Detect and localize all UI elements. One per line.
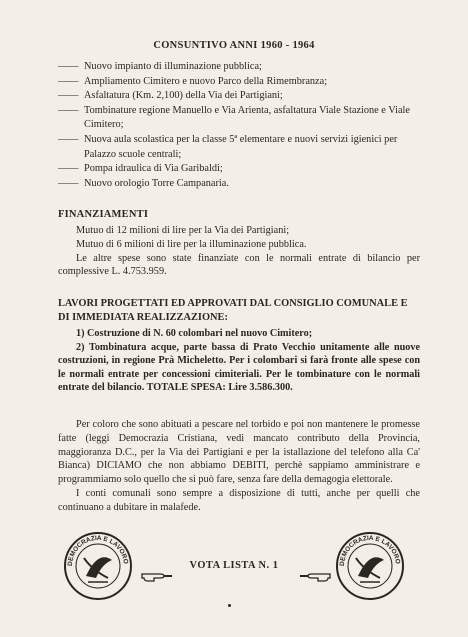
finanziamenti-line: Mutuo di 6 milioni di lire per la illuminazione pubblica. [76, 238, 307, 250]
seal-text: DEMOCRAZIA E LAVORO [338, 534, 401, 567]
page-dot [228, 604, 231, 607]
list-item-text: Nuovo impianto di illuminazione pubblica; [84, 61, 262, 72]
page-title: CONSUNTIVO ANNI 1960 - 1964 [153, 40, 315, 51]
list-item [58, 177, 418, 192]
finanziamenti-line: Le altre spese sono state finanziate con le normali entrate di bilancio per complessive L. 4.753.959. [58, 252, 420, 278]
progetti-section [58, 327, 420, 395]
list-dash: —— [58, 133, 79, 145]
list-item-text: Ampliamento Cimitero e nuovo Parco della Rimembranza; [84, 75, 328, 87]
list-item [58, 75, 418, 90]
vote-banner: VOTA LISTA N. 1 [189, 560, 279, 571]
list-item [58, 133, 418, 162]
list-dash: —— [58, 75, 79, 87]
consuntivo-list [58, 60, 418, 191]
list-dash: —— [58, 104, 79, 116]
list-item-text: Nuova aula scolastica per la classe 5ª elementare e nuovi servizi igienici per Palazzo scuole centrali; [84, 133, 398, 160]
seal-text: DEMOCRAZIA E LAVORO [66, 534, 129, 567]
pointing-hand-icon [298, 568, 332, 584]
finanziamenti-section [58, 224, 420, 279]
list-item [58, 89, 418, 104]
list-item [58, 104, 418, 133]
progetti-heading: LAVORI PROGETTATI ED APPROVATI DAL CONSIGLIO COMUNALE E DI IMMEDIATA REALIZZAZIONE: [58, 298, 408, 323]
list-dash: —— [58, 177, 79, 189]
list-item-text: Asfaltatura (Km. 2,100) della Via dei Partigiani; [84, 90, 283, 102]
list-dash: —— [58, 61, 79, 72]
finanziamenti-heading: FINANZIAMENTI [58, 209, 149, 220]
closing-paragraph: Per coloro che sono abituati a pescare nel torbido e poi non mantenere le promesse fatte (leggi Democrazia Cristiana, vedi mancato contributo della Provincia, maggioranza D.C., per la Via dei Partigiani e per la istallazione del telefono alla Ca' Bianca) DICIAMO che non abbiamo DEBITI, perchè sappiamo amministrare e programmiamo solo quello che si può fare, senza fare della demagogia elettorale. [58, 419, 420, 486]
list-item-text: Pompa idraulica di Via Garibaldi; [84, 163, 223, 175]
list-item-text: Nuovo orologio Torre Campanaria. [84, 177, 229, 189]
list-item [58, 162, 418, 177]
closing-paragraph: I conti comunali sono sempre a disposizione di tutti, anche per quelli che continuano a dubitare in malafede. [58, 487, 420, 513]
finanziamenti-line: Mutuo di 12 milioni di lire per la Via dei Partigiani; [76, 225, 290, 236]
closing-section [58, 418, 420, 515]
progetti-item: 1) Costruzione di N. 60 colombari nel nuovo Cimitero; [76, 328, 313, 339]
progetti-item: 2) Tombinatura acque, parte bassa di Prato Vecchio unitamente alle nuove costruzioni, in regione Prà Micheletto. Per i colombari si farà fronte alle spese con le normali entrate per concessioni cimiteriali. Per le tombinature con le normali entrate del bilancio. TOTALE SPESA: Lire 3.586.300. [58, 341, 420, 394]
list-item-text: Tombinature regione Manuello e Via Arienta, asfaltatura Viale Stazione e Viale Cimitero; [84, 104, 410, 131]
list-dash: —— [58, 90, 79, 102]
list-item [58, 60, 418, 75]
list-dash: —— [58, 163, 79, 175]
